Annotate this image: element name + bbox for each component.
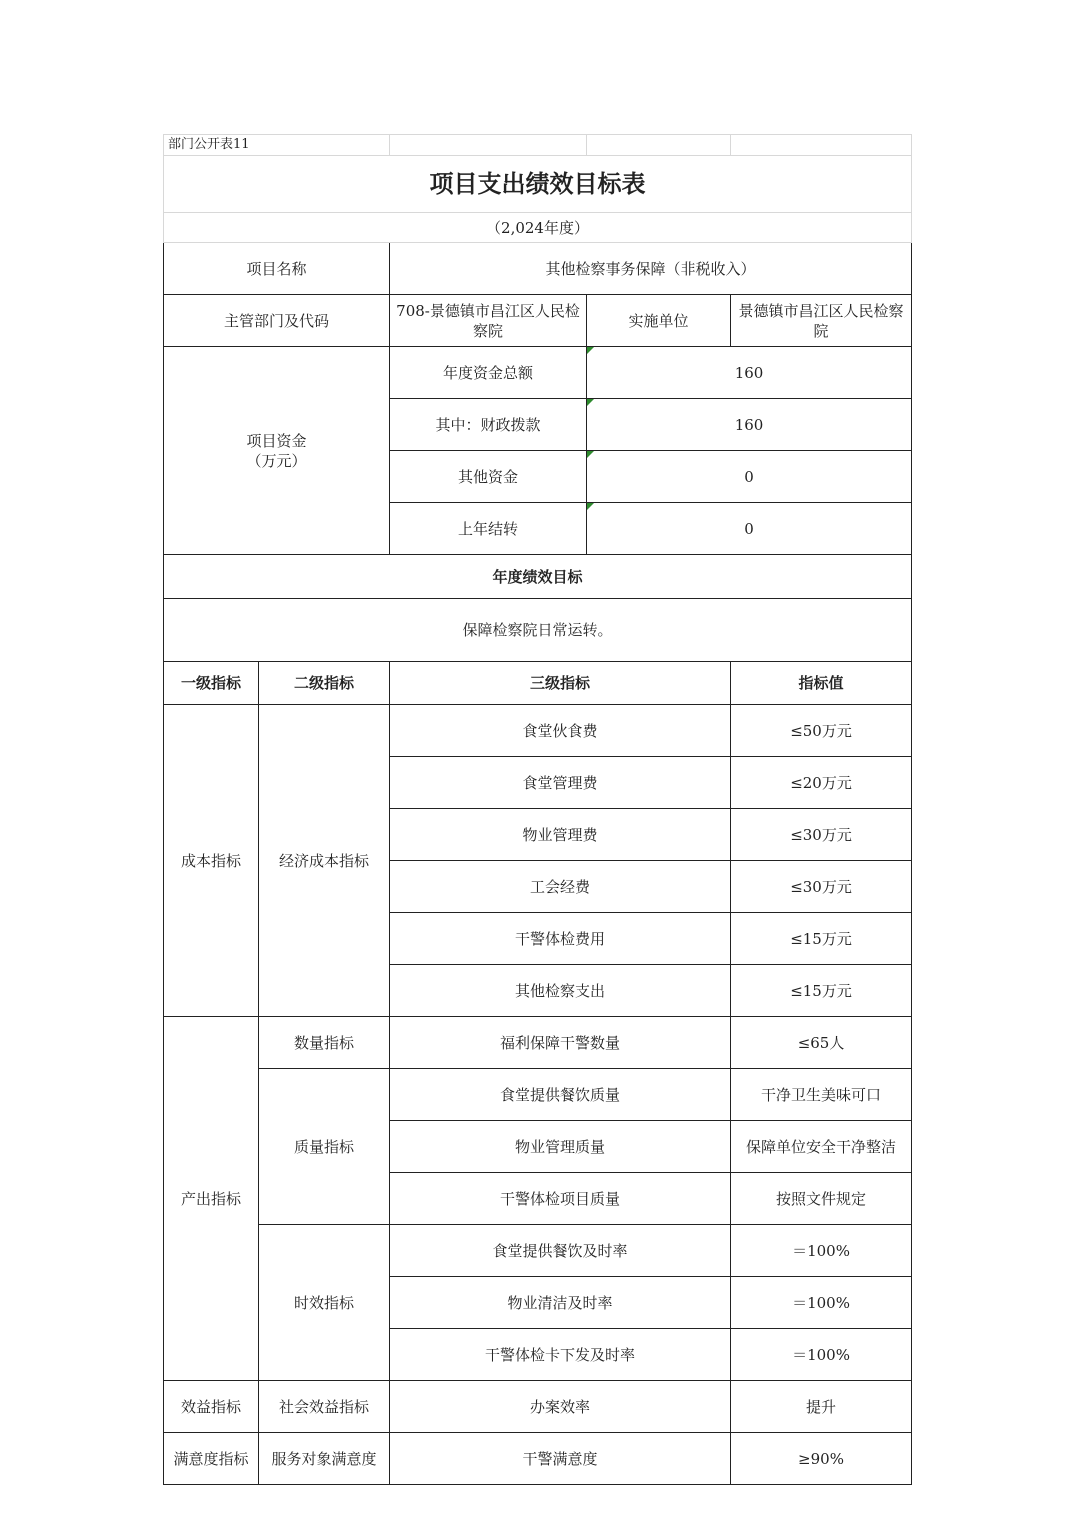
indicator-name: 福利保障干警数量: [390, 1017, 731, 1069]
funds-other-label: 其他资金: [390, 451, 587, 503]
dept-code-label: 主管部门及代码: [164, 295, 390, 347]
indicator-value: ＝100%: [731, 1277, 912, 1329]
header-level3: 三级指标: [390, 662, 731, 705]
indicator-value: ≤15万元: [731, 913, 912, 965]
funds-fiscal-value: 160: [587, 399, 912, 451]
funds-unit: （万元）: [246, 451, 307, 470]
indicator-value: ≥90%: [731, 1433, 912, 1485]
l1-satisfaction: 满意度指标: [164, 1433, 259, 1485]
funds-total-value: 160: [587, 347, 912, 399]
l2-quality: 质量指标: [259, 1069, 390, 1225]
indicator-name: 食堂提供餐饮质量: [390, 1069, 731, 1121]
indicator-value: ＝100%: [731, 1225, 912, 1277]
indicator-name: 食堂伙食费: [390, 705, 731, 757]
l2-service: 服务对象满意度: [259, 1433, 390, 1485]
indicator-name: 办案效率: [390, 1381, 731, 1433]
funds-carryover-value: 0: [587, 503, 912, 555]
indicator-value: ≤30万元: [731, 809, 912, 861]
indicator-value: 按照文件规定: [731, 1173, 912, 1225]
l2-social: 社会效益指标: [259, 1381, 390, 1433]
annual-goal-heading: 年度绩效目标: [164, 555, 912, 599]
indicator-name: 工会经费: [390, 861, 731, 913]
indicator-value: 提升: [731, 1381, 912, 1433]
funds-label: [164, 347, 390, 555]
fiscal-year: （2,024年度）: [164, 213, 912, 243]
indicator-name: 食堂提供餐饮及时率: [390, 1225, 731, 1277]
indicator-value: 干净卫生美味可口: [731, 1069, 912, 1121]
indicator-name: 物业管理质量: [390, 1121, 731, 1173]
project-name-value: 其他检察事务保障（非税收入）: [390, 243, 912, 295]
l2-timeliness: 时效指标: [259, 1225, 390, 1381]
indicator-value: 保障单位安全干净整洁: [731, 1121, 912, 1173]
l1-benefit: 效益指标: [164, 1381, 259, 1433]
project-name-label: 项目名称: [164, 243, 390, 295]
header-level1: 一级指标: [164, 662, 259, 705]
funds-title: 项目资金: [246, 431, 307, 450]
dept-code-value: 708-景德镇市昌江区人民检察院: [390, 295, 587, 347]
indicator-value: ≤20万元: [731, 757, 912, 809]
indicator-value: ≤65人: [731, 1017, 912, 1069]
indicator-value: ＝100%: [731, 1329, 912, 1381]
page-title: 项目支出绩效目标表: [164, 156, 912, 213]
indicator-value: ≤50万元: [731, 705, 912, 757]
impl-unit-label: 实施单位: [587, 295, 731, 347]
indicator-name: 干警体检卡下发及时率: [390, 1329, 731, 1381]
indicator-name: 物业清洁及时率: [390, 1277, 731, 1329]
indicator-name: 干警体检费用: [390, 913, 731, 965]
indicator-name: 食堂管理费: [390, 757, 731, 809]
corner-label: 部门公开表11: [164, 135, 390, 156]
l2-quantity: 数量指标: [259, 1017, 390, 1069]
l1-cost: 成本指标: [164, 705, 259, 1017]
indicator-name: 物业管理费: [390, 809, 731, 861]
header-level2: 二级指标: [259, 662, 390, 705]
funds-other-value: 0: [587, 451, 912, 503]
indicator-name: 其他检察支出: [390, 965, 731, 1017]
l1-output: 产出指标: [164, 1017, 259, 1381]
indicator-value: ≤30万元: [731, 861, 912, 913]
indicator-value: ≤15万元: [731, 965, 912, 1017]
funds-total-label: 年度资金总额: [390, 347, 587, 399]
header-value: 指标值: [731, 662, 912, 705]
indicator-name: 干警体检项目质量: [390, 1173, 731, 1225]
impl-unit-value: 景德镇市昌江区人民检察院: [731, 295, 912, 347]
annual-goal-text: 保障检察院日常运转。: [164, 599, 912, 662]
indicator-name: 干警满意度: [390, 1433, 731, 1485]
performance-target-table: [163, 134, 912, 1485]
funds-carryover-label: 上年结转: [390, 503, 587, 555]
funds-fiscal-label: 其中：财政拨款: [390, 399, 587, 451]
l2-economic: 经济成本指标: [259, 705, 390, 1017]
